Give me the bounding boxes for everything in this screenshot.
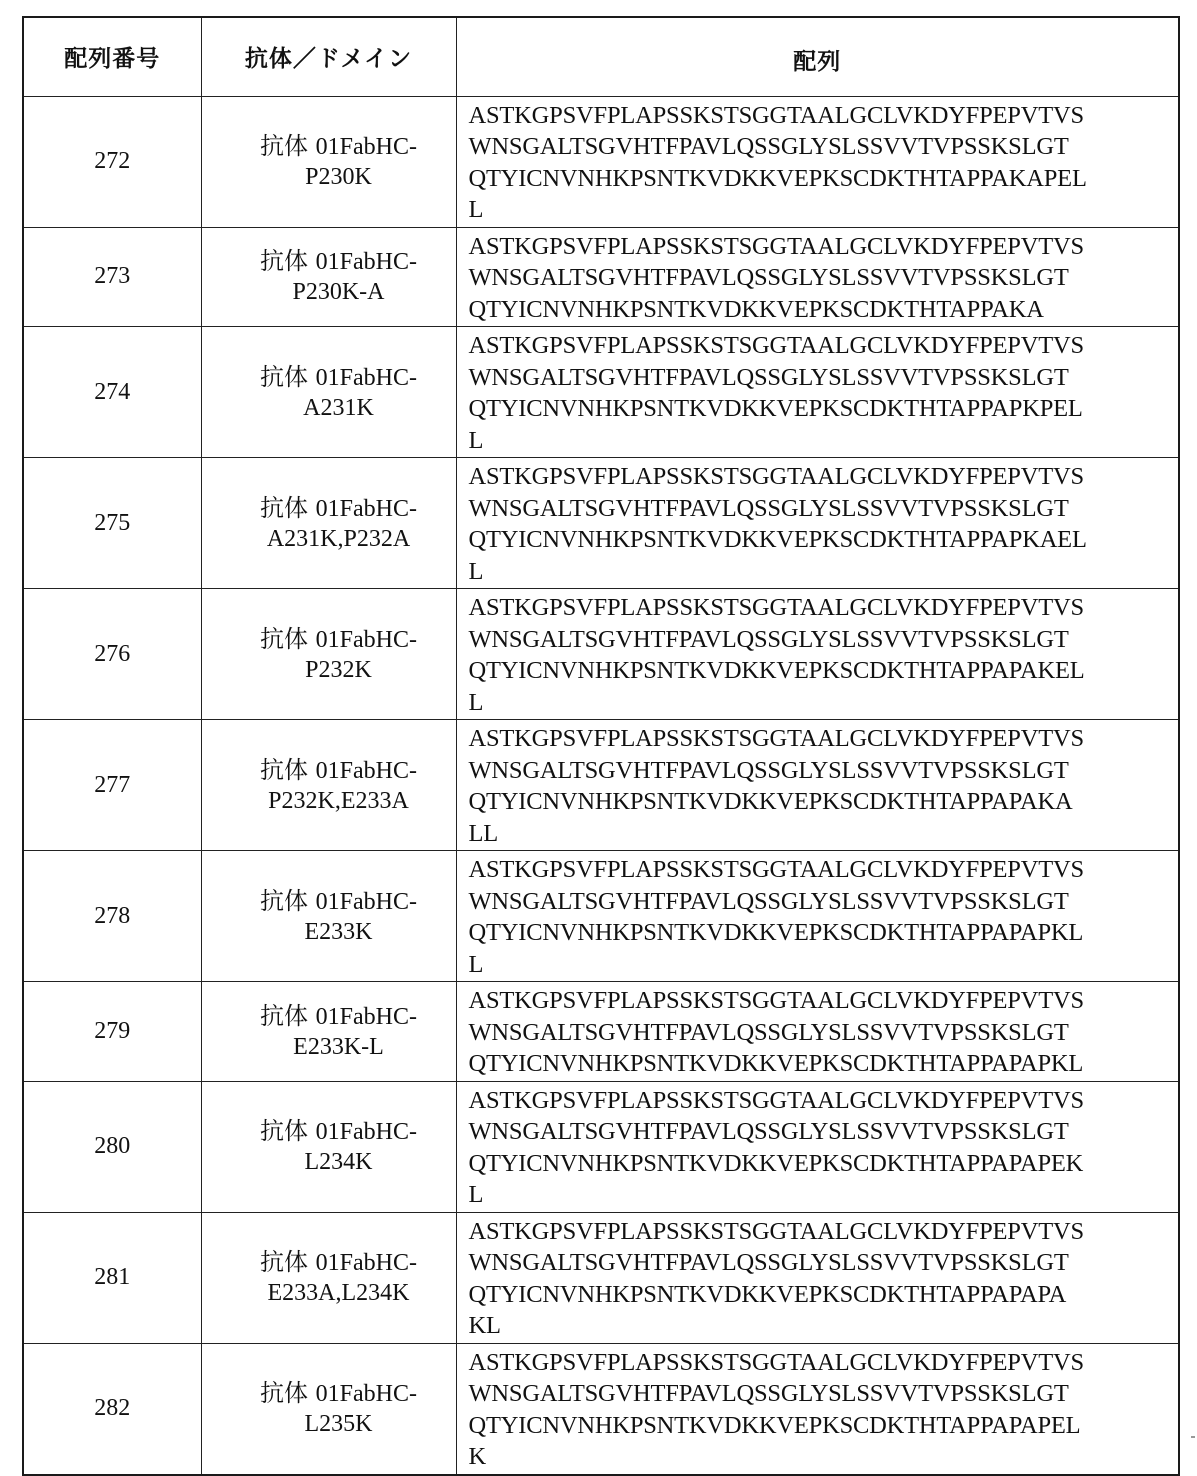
table-row [23,96,1179,227]
header-antibody-domain: 抗体／ドメイン [201,17,456,96]
table-row [23,327,1179,458]
antibody-prefix: 抗体 [260,132,316,160]
antibody-domain-cell [201,720,456,851]
antibody-prefix: 抗体 [260,362,316,391]
seq-id-cell: 281 [23,1212,201,1343]
table-row [23,589,1179,720]
sequence-cell: ASTKGPSVFPLAPSSKSTSGGTAALGCLVKDYFPEPVTVS WNSGALTSGVHTFPAVLQSSGLYSLSSVVTVPSSKSLGT QTYICNVNHKPSNTKVDKKVEPKSCDKTHTAPPAKA [456,227,1179,327]
table-row [23,227,1179,327]
antibody-prefix: 抗体 [260,624,316,653]
antibody-domain-cell [201,1343,456,1475]
header-seq-id: 配列番号 [23,17,201,96]
sequence-table [22,16,1180,1476]
sequence-cell: ASTKGPSVFPLAPSSKSTSGGTAALGCLVKDYFPEPVTVS WNSGALTSGVHTFPAVLQSSGLYSLSSVVTVPSSKSLGT QTYICNVNHKPSNTKVDKKVEPKSCDKTHTAPPAKAPEL L [456,96,1179,227]
antibody-domain-cell [201,589,456,720]
seq-id-cell: 275 [23,458,201,589]
antibody-name-line1 [222,493,456,524]
antibody-mutation: A231K,P232A [266,525,411,552]
antibody-code: 01FabHC- [315,134,417,160]
sequence-cell: ASTKGPSVFPLAPSSKSTSGGTAALGCLVKDYFPEPVTVS WNSGALTSGVHTFPAVLQSSGLYSLSSVVTVPSSKSLGT QTYICNVNHKPSNTKVDKKVEPKSCDKTHTAPPAPAPEL K [456,1343,1179,1475]
seq-id-cell: 272 [23,96,201,227]
table-row [23,1343,1179,1475]
sequence-cell: ASTKGPSVFPLAPSSKSTSGGTAALGCLVKDYFPEPVTVS WNSGALTSGVHTFPAVLQSSGLYSLSSVVTVPSSKSLGT QTYICNVNHKPSNTKVDKKVEPKSCDKTHTAPPAPAKA LL [456,720,1179,851]
antibody-name-line1 [222,624,456,655]
antibody-name-line1 [222,246,456,277]
antibody-prefix: 抗体 [260,755,316,784]
seq-id-cell: 276 [23,589,201,720]
sequence-cell: ASTKGPSVFPLAPSSKSTSGGTAALGCLVKDYFPEPVTVS WNSGALTSGVHTFPAVLQSSGLYSLSSVVTVPSSKSLGT QTYICNVNHKPSNTKVDKKVEPKSCDKTHTAPPAPAPKL [456,982,1179,1082]
antibody-code: 01FabHC- [315,1250,417,1276]
antibody-domain-cell [201,327,456,458]
antibody-prefix: 抗体 [260,493,316,522]
antibody-code: 01FabHC- [315,1003,417,1030]
antibody-prefix: 抗体 [260,1248,316,1276]
seq-id-cell: 273 [23,227,201,327]
antibody-name-line1 [222,755,456,786]
antibody-domain-cell [201,982,456,1082]
seq-id-cell: 282 [23,1343,201,1475]
antibody-domain-cell [201,1081,456,1212]
table-row [23,458,1179,589]
seq-id-cell: 278 [23,851,201,982]
antibody-code: 01FabHC- [315,1119,417,1145]
table-row [23,720,1179,851]
antibody-name-line1 [222,1116,456,1147]
antibody-mutation: E233K-L [293,1033,384,1060]
sequence-cell: ASTKGPSVFPLAPSSKSTSGGTAALGCLVKDYFPEPVTVS WNSGALTSGVHTFPAVLQSSGLYSLSSVVTVPSSKSLGT QTYICNVNHKPSNTKVDKKVEPKSCDKTHTAPPAPAPA KL [456,1212,1179,1343]
antibody-code: 01FabHC- [315,888,417,915]
table-row [23,851,1179,982]
antibody-mutation: E233A,L234K [267,1280,410,1306]
table-body [23,96,1179,1475]
antibody-code: 01FabHC- [315,757,417,784]
antibody-domain-cell [201,227,456,327]
seq-id-cell: 277 [23,720,201,851]
antibody-mutation: P230K [305,164,372,190]
antibody-mutation: P232K,E233A [268,787,409,814]
page-edge-mark [1191,1436,1195,1438]
antibody-name-line1 [222,886,456,917]
table-header [23,17,1179,96]
antibody-prefix: 抗体 [260,247,316,276]
seq-id-cell: 280 [23,1081,201,1212]
antibody-name-line1 [222,362,456,393]
sequence-cell: ASTKGPSVFPLAPSSKSTSGGTAALGCLVKDYFPEPVTVS WNSGALTSGVHTFPAVLQSSGLYSLSSVVTVPSSKSLGT QTYICNVNHKPSNTKVDKKVEPKSCDKTHTAPPAPAPEK L [456,1081,1179,1212]
sequence-cell: ASTKGPSVFPLAPSSKSTSGGTAALGCLVKDYFPEPVTVS WNSGALTSGVHTFPAVLQSSGLYSLSSVVTVPSSKSLGT QTYICNVNHKPSNTKVDKKVEPKSCDKTHTAPPAPKPEL L [456,327,1179,458]
antibody-name-line1 [222,1378,456,1409]
antibody-prefix: 抗体 [260,1117,316,1145]
antibody-code: 01FabHC- [315,626,417,653]
header-sequence: 配列 [456,17,1179,96]
table-row [23,1081,1179,1212]
antibody-mutation: A231K [303,394,374,421]
sequence-cell: ASTKGPSVFPLAPSSKSTSGGTAALGCLVKDYFPEPVTVS WNSGALTSGVHTFPAVLQSSGLYSLSSVVTVPSSKSLGT QTYICNVNHKPSNTKVDKKVEPKSCDKTHTAPPAPAPKL L [456,851,1179,982]
table-row [23,1212,1179,1343]
antibody-mutation: P232K [305,656,372,683]
antibody-domain-cell [201,458,456,589]
seq-id-cell: 279 [23,982,201,1082]
antibody-mutation: L235K [304,1411,373,1437]
antibody-mutation: E233K [304,918,373,945]
seq-id-cell: 274 [23,327,201,458]
antibody-prefix: 抗体 [260,1001,316,1030]
antibody-prefix: 抗体 [260,1379,316,1407]
antibody-code: 01FabHC- [315,249,417,276]
antibody-prefix: 抗体 [260,886,316,915]
antibody-domain-cell [201,851,456,982]
sequence-cell: ASTKGPSVFPLAPSSKSTSGGTAALGCLVKDYFPEPVTVS WNSGALTSGVHTFPAVLQSSGLYSLSSVVTVPSSKSLGT QTYICNVNHKPSNTKVDKKVEPKSCDKTHTAPPAPAKEL L [456,589,1179,720]
antibody-code: 01FabHC- [315,495,417,522]
antibody-code: 01FabHC- [315,364,417,391]
antibody-mutation: L234K [304,1149,373,1175]
header-row [23,17,1179,96]
sequence-cell: ASTKGPSVFPLAPSSKSTSGGTAALGCLVKDYFPEPVTVS WNSGALTSGVHTFPAVLQSSGLYSLSSVVTVPSSKSLGT QTYICNVNHKPSNTKVDKKVEPKSCDKTHTAPPAPKAEL L [456,458,1179,589]
table-row [23,982,1179,1082]
antibody-domain-cell [201,1212,456,1343]
antibody-domain-cell [201,96,456,227]
antibody-code: 01FabHC- [315,1381,417,1407]
antibody-name-line1 [222,1247,456,1278]
antibody-name-line1 [222,131,456,162]
antibody-name-line1 [222,1001,456,1032]
antibody-mutation: P230K-A [292,279,385,306]
